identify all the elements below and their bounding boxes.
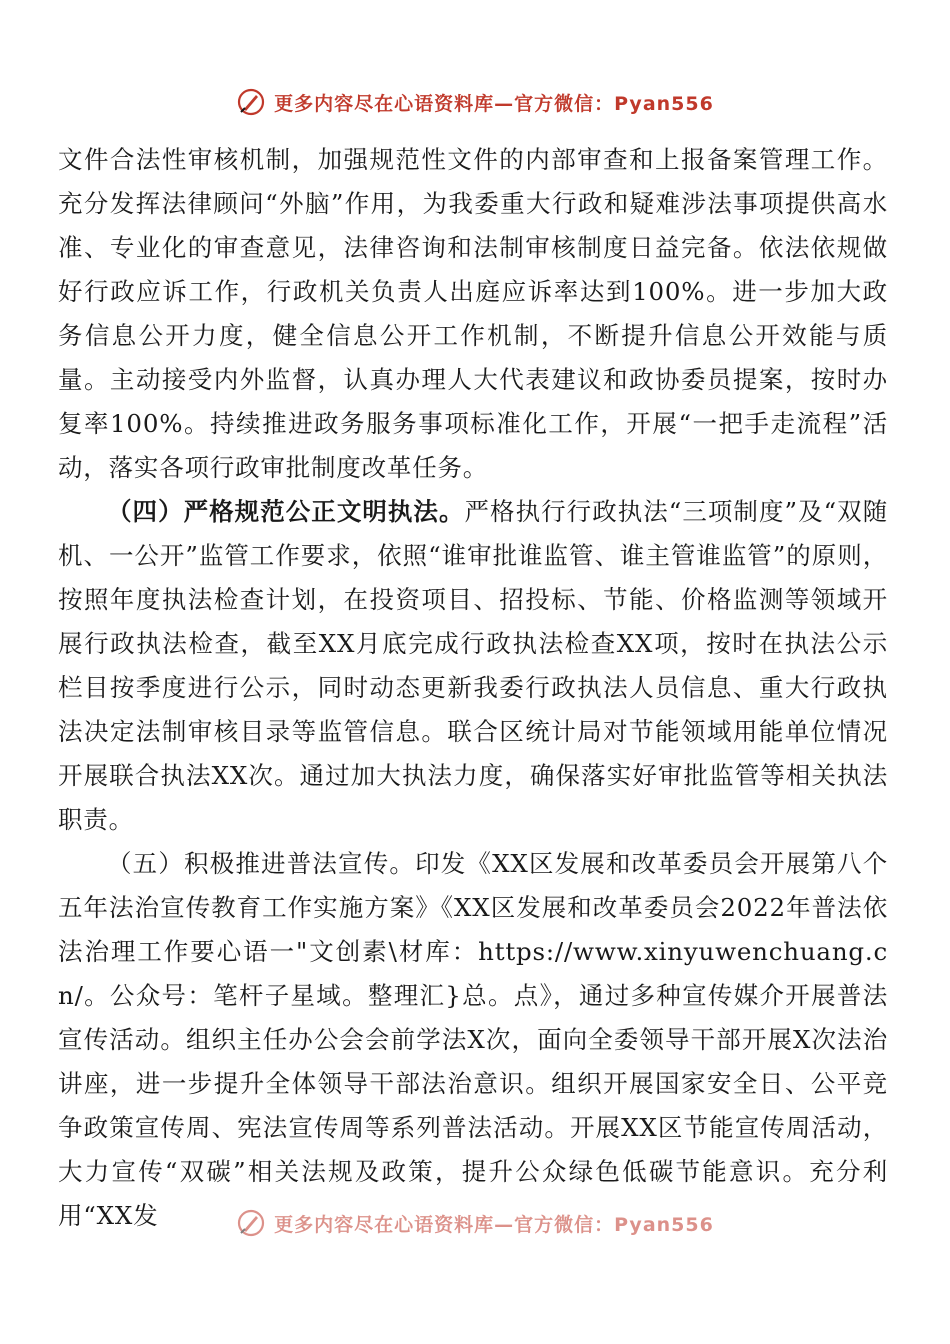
quill-logo-icon [236, 1208, 266, 1238]
footer-watermark-banner [0, 1203, 950, 1243]
banner-text: 更多内容尽在心语资料库—官方微信：Pyan556 [274, 1213, 714, 1236]
paragraph-law-enforcement-body: 严格执行行政执法“三项制度”及“双随机、一公开”监管工作要求，依照“谁审批谁监管、谁主管谁监管”的原则，按照年度执法检查计划，在投资项目、招投标、节能、价格监测等领域开展行政执法检查，截至XX月底完成行政执法检查XX项，按时在执法公示栏目按季度进行公示，同时动态更新我委行政执法人员信息、重大行政执法决定法制审核目录等监管信息。联合区统计局对节能领域用能单位情况开展联合执法XX次。通过加大执法力度，确保落实好审批监管等相关执法职责。 [58, 497, 888, 834]
paragraph-law-publicity: （五）积极推进普法宣传。印发《XX区发展和改革委员会开展第八个五年法治宣传教育工作实施方案》《XX区发展和改革委员会2022年普法依法治理工作要心语一"文创素\材库：https://www.xinyuwenchuang.cn/。公众号：笔杆子星域。整理汇}总。点》，通过多种宣传媒介开展普法宣传活动。组织主任办公会会前学法X次，面向全委领导干部开展X次法治讲座，进一步提升全体领导干部法治意识。组织开展国家安全日、公平竞争政策宣传周、宪法宣传周等系列普法活动。开展XX区节能宣传周活动，大力宣传“双碳”相关法规及政策，提升公众绿色低碳节能意识。充分利用“XX发 [58, 849, 888, 1230]
document-body [58, 138, 888, 1238]
quill-logo-icon [236, 87, 266, 117]
paragraph-law-enforcement [58, 490, 888, 842]
header-watermark-banner [0, 82, 950, 122]
banner-text: 更多内容尽在心语资料库—官方微信：Pyan556 [274, 92, 714, 115]
paragraph-legal-review: 文件合法性审核机制，加强规范性文件的内部审查和上报备案管理工作。充分发挥法律顾问“外脑”作用，为我委重大行政和疑难涉法事项提供高水准、专业化的审查意见，法律咨询和法制审核制度日益完备。依法依规做好行政应诉工作，行政机关负责人出庭应诉率达到100%。进一步加大政务信息公开力度，健全信息公开工作机制，不断提升信息公开效能与质量。主动接受内外监督，认真办理人大代表建议和政协委员提案，按时办复率100%。持续推进政务服务事项标准化工作，开展“一把手走流程”活动，落实各项行政审批制度改革任务。 [58, 145, 888, 482]
section-heading-4: （四）严格规范公正文明执法。 [107, 497, 465, 526]
